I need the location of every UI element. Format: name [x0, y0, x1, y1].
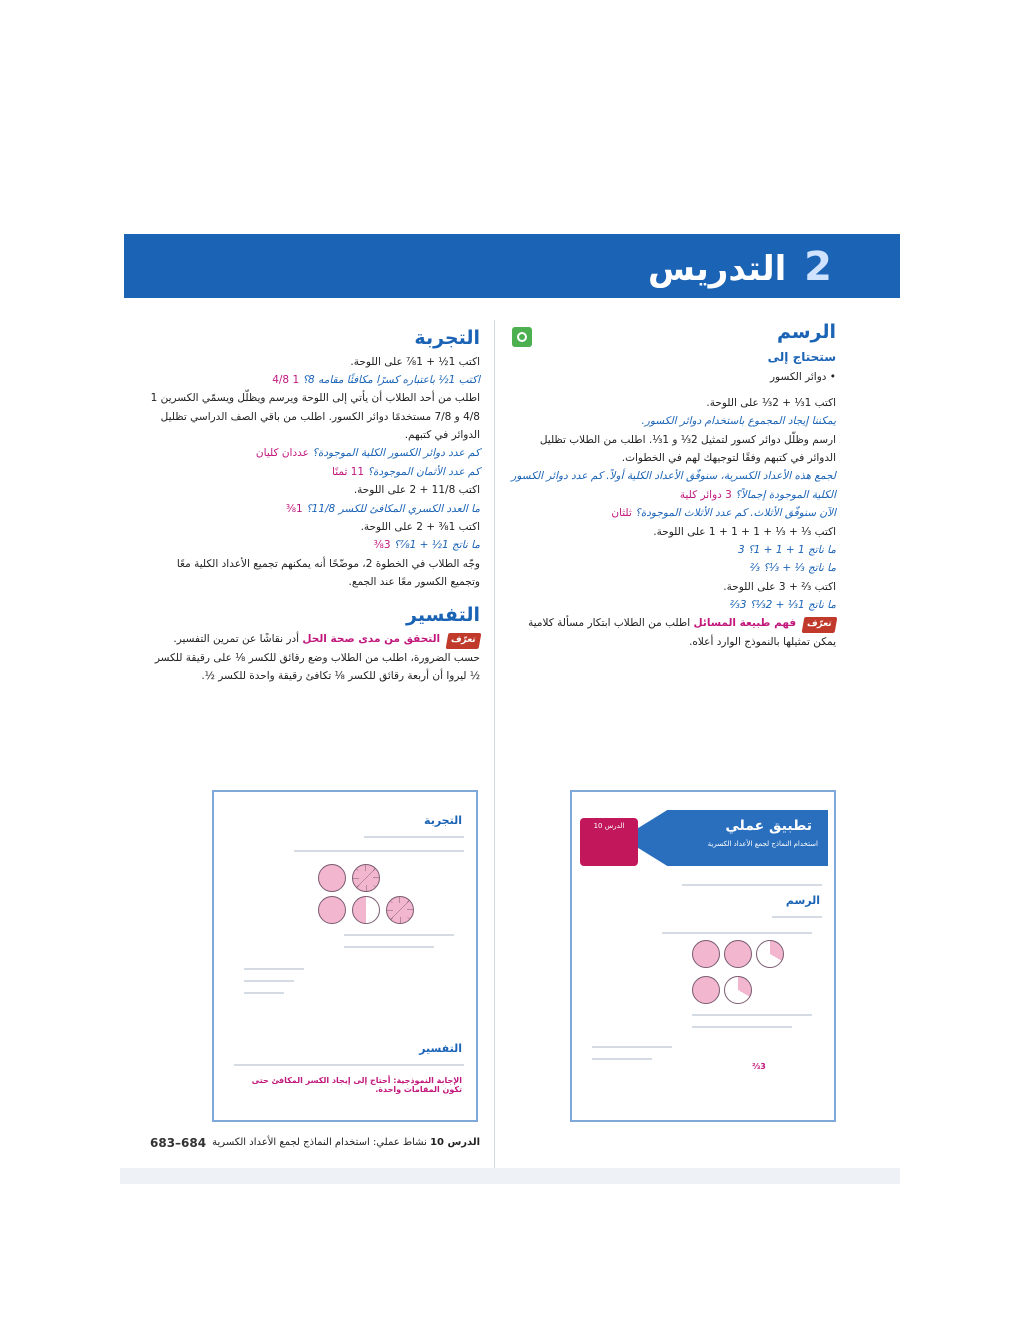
- answer-text: ثلثان: [611, 507, 632, 520]
- question-line: يمكننا إيجاد المجموع باستخدام دوائر الكسور.: [641, 415, 836, 428]
- question-text: ما العدد الكسري المكافئ للكسر 11/8؟: [306, 502, 480, 515]
- answer-text: عددان كليان: [255, 447, 309, 460]
- section-banner: [124, 234, 900, 298]
- page-numbers: 683–684: [150, 1136, 207, 1150]
- question-line: [150, 500, 480, 518]
- thumb-text-line: [244, 980, 294, 982]
- answer-text: 1 4/8: [272, 373, 300, 386]
- fraction-circle-eighth: [386, 896, 414, 924]
- banner-title: [648, 244, 832, 290]
- thumb-text-line: [692, 1014, 812, 1016]
- thumb-lesson-note: الدرس 10: [580, 818, 638, 866]
- left-column: [150, 324, 480, 685]
- tip-tag: تعرّف: [446, 633, 481, 649]
- fraction-circle: [318, 896, 346, 924]
- question-line: [510, 467, 836, 504]
- instruction-line: اكتب 1½ + 1⅞ على اللوحة.: [350, 355, 480, 368]
- fraction-circle-third: [756, 940, 784, 968]
- thumb-section2-title: التفسير: [419, 1042, 462, 1055]
- tip-block: [150, 630, 480, 686]
- need-label: ستحتاج إلى: [767, 349, 836, 364]
- answer-text: 3 دوائر كلية: [679, 488, 732, 501]
- instruction-line: اطلب من أحد الطلاب أن يأتي إلى اللوحة ويرسم ويظلّل ويسمّي الكسرين 1 4/8 و 7/8 مستخدمًا دوائر الكسور. اطلب من باقي الصف الدراسي تظليل الدوائر في كتبهم.: [150, 392, 480, 441]
- question-line: [150, 463, 480, 481]
- thumb-text-line: [234, 1064, 464, 1066]
- thumb-answer: الإجابة النموذجية: أحتاج إلى إيجاد الكسر المكافئ حتى تكون المقامات واحدة.: [251, 1076, 462, 1094]
- question-text: كم عدد الأثمان الموجودة؟: [367, 465, 480, 478]
- fraction-circle-half: [352, 896, 380, 924]
- answer-text: 3⅜: [373, 539, 391, 552]
- answer-text: 1⅜: [285, 502, 303, 515]
- thumb-section-title: الرسم: [785, 894, 820, 907]
- need-item: • دوائر الكسور: [769, 370, 836, 383]
- instruction-line: وجّه الطلاب في الخطوة 2، موضّحًا أنه يمكنهم تجميع الأعداد الكلية معًا وتجميع الكسور معًا عند الجمع.: [176, 557, 480, 588]
- thumb-text-line: [244, 968, 304, 970]
- banner-number: 2: [804, 244, 832, 290]
- section-title-draw: الرسم: [776, 321, 836, 343]
- tip-block: [510, 614, 836, 651]
- instruction-line: اكتب 1⅓ + 2⅓ على اللوحة.: [706, 396, 836, 409]
- question-text: كم عدد دوائر الكسور الكلية الموجودة؟: [312, 447, 480, 460]
- instruction-line: اكتب 1⅜ + 2 على اللوحة.: [360, 520, 480, 533]
- question-line: ما ناتج ⅓ + ⅓؟ ⅔: [749, 562, 836, 575]
- thumb-answer: 3⅔: [752, 1062, 766, 1071]
- fraction-circle: [724, 940, 752, 968]
- question-line: ما ناتج 1 + 1 + 1؟ 3: [738, 543, 836, 556]
- thumb-text-line: [344, 934, 454, 936]
- question-text: ما ناتج 1½ + 1⅞؟: [393, 539, 480, 552]
- section-title-explain: التفسير: [406, 604, 480, 627]
- column-divider: [494, 320, 495, 1170]
- thumb-text-line: [244, 992, 284, 994]
- fraction-circle: [692, 940, 720, 968]
- thumb-text-line: [682, 884, 822, 886]
- question-text: لجمع هذه الأعداد الكسرية، سنوفّق الأعداد الكلية أولاً. كم عدد دوائر الكسور الكلية الموجودة إجمالاً؟: [511, 470, 836, 501]
- student-page-thumbnail-right: [570, 790, 836, 1122]
- student-page-thumbnail-left: [212, 790, 478, 1122]
- page-footer: [150, 1137, 480, 1148]
- question-line: ما ناتج 1⅓ + 2⅓؟ 3⅔: [729, 599, 836, 611]
- section-title-try: التجربة: [414, 327, 480, 349]
- question-line: [150, 371, 480, 389]
- instruction-line: اكتب ⅔ + 3 على اللوحة.: [723, 580, 836, 593]
- instruction-line: اكتب 11/8 + 2 على اللوحة.: [353, 484, 480, 497]
- thumb-banner-title: تطبيق عملي: [725, 818, 812, 834]
- thumb-text-line: [772, 916, 822, 918]
- thumb-section-title: التجربة: [424, 814, 462, 827]
- fraction-circle-eighth: [352, 864, 380, 892]
- question-text: اكتب 1½ باعتباره كسرًا مكافئًا مقامه 8؟: [302, 373, 480, 386]
- thumb-text-line: [364, 836, 464, 838]
- fraction-circle-third: [724, 976, 752, 1004]
- tip-text: اطلب من الطلاب ابتكار مسألة كلامية يمكن تمثيلها بالنموذج الوارد أعلاه.: [528, 617, 836, 649]
- question-line: [150, 536, 480, 554]
- thumb-text-line: [294, 850, 464, 852]
- tip-title: التحقق من مدى صحة الحل: [302, 632, 441, 645]
- footer-text: نشاط عملي: استخدام النماذج لجمع الأعداد الكسرية: [212, 1137, 427, 1148]
- bottom-band: [120, 1168, 900, 1184]
- banner-title-text: التدريس: [647, 249, 787, 289]
- question-line: [150, 444, 480, 462]
- fraction-circle: [692, 976, 720, 1004]
- thumb-text-line: [662, 932, 812, 934]
- footer-lesson: الدرس 10: [430, 1137, 480, 1148]
- question-text: الآن سنوفّق الأثلاث. كم عدد الأثلاث الموجودة؟: [635, 507, 836, 520]
- instruction-line: اكتب ⅓ + ⅓ + 1 + 1 + 1 على اللوحة.: [653, 525, 836, 538]
- thumb-text-line: [592, 1046, 672, 1048]
- tip-text: أدر نقاشًا عن تمرين التفسير. حسب الضرورة، اطلب من الطلاب وضع رقائق للكسر ⅛ على رقيقة للكسر ½ ليروا أن أربعة رقائق للكسر ⅛ تكافئ رقيقة واحدة للكسر ½.: [154, 632, 480, 682]
- tip-title: فهم طبيعة المسائل: [693, 617, 797, 630]
- question-line: [510, 504, 836, 522]
- thumb-text-line: [592, 1058, 652, 1060]
- thumb-text-line: [692, 1026, 792, 1028]
- answer-text: 11 ثمنًا: [332, 465, 365, 478]
- thumb-banner-subtitle: استخدام النماذج لجمع الأعداد الكسرية: [707, 840, 818, 848]
- instruction-line: ارسم وظلّل دوائر كسور لتمثيل 2⅓ و 1⅓. اطلب من الطلاب تظليل الدوائر في كتبهم وفقًا لتوجيهك لهم في الخطوات.: [539, 433, 836, 464]
- fraction-circle: [318, 864, 346, 892]
- right-column: [510, 318, 836, 652]
- thumb-text-line: [344, 946, 434, 948]
- tip-tag: تعرّف: [802, 617, 837, 633]
